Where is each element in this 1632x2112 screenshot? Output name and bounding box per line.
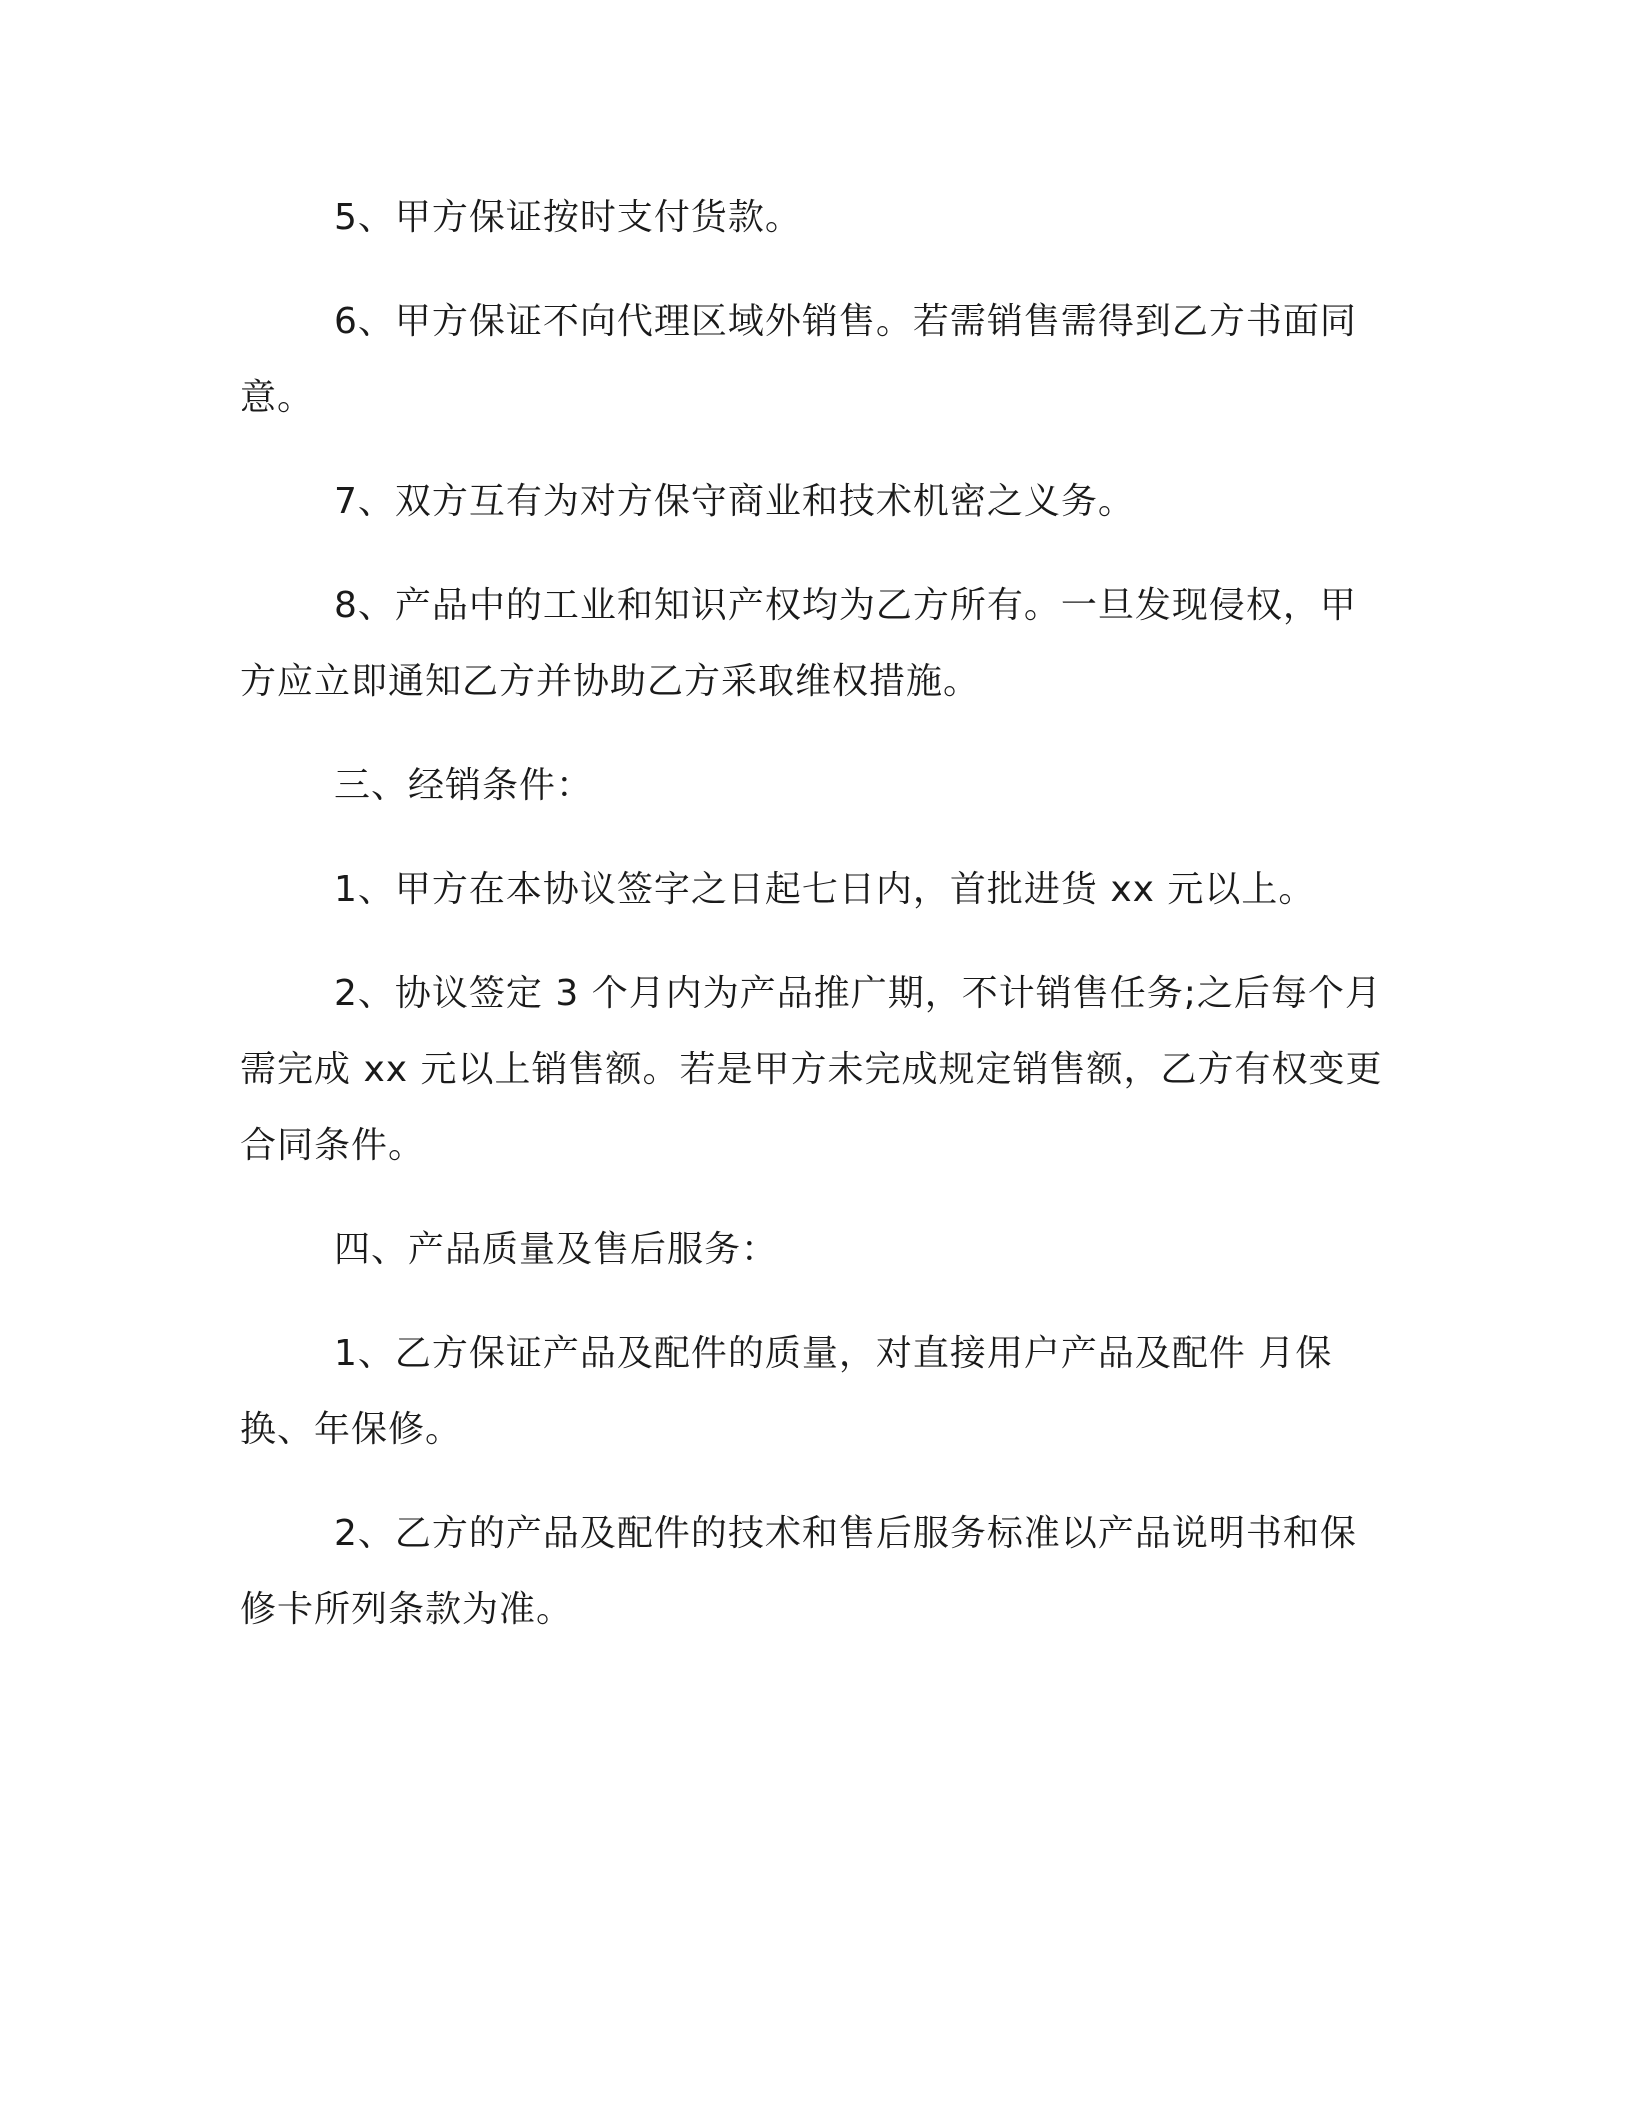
section-3-clause-2-paragraph: 2、协议签定 3 个月内为产品推广期，不计销售任务;之后每个月需完成 xx 元以上销售额。若是甲方未完成规定销售额，乙方有权变更合同条件。 [240, 973, 1383, 1166]
document-body [240, 180, 1390, 1676]
clause-6-paragraph: 6、甲方保证不向代理区域外销售。若需销售需得到乙方书面同意。 [240, 301, 1357, 418]
clause-8-paragraph: 8、产品中的工业和知识产权均为乙方所有。一旦发现侵权，甲方应立即通知乙方并协助乙方采取维权措施。 [240, 585, 1357, 702]
section-4-clause-2-paragraph: 2、乙方的产品及配件的技术和售后服务标准以产品说明书和保修卡所列条款为准。 [240, 1513, 1357, 1630]
section-3-clause-1-paragraph: 1、甲方在本协议签字之日起七日内，首批进货 xx 元以上。 [334, 869, 1316, 910]
section-4-clause-1-paragraph: 1、乙方保证产品及配件的质量，对直接用户产品及配件 月保换、年保修。 [240, 1333, 1333, 1450]
section-3-heading: 三、经销条件： [334, 765, 594, 806]
clause-5-paragraph: 5、甲方保证按时支付货款。 [334, 197, 802, 238]
clause-7-paragraph: 7、双方互有为对方保守商业和技术机密之义务。 [334, 481, 1135, 522]
section-4-heading: 四、产品质量及售后服务： [334, 1229, 779, 1270]
